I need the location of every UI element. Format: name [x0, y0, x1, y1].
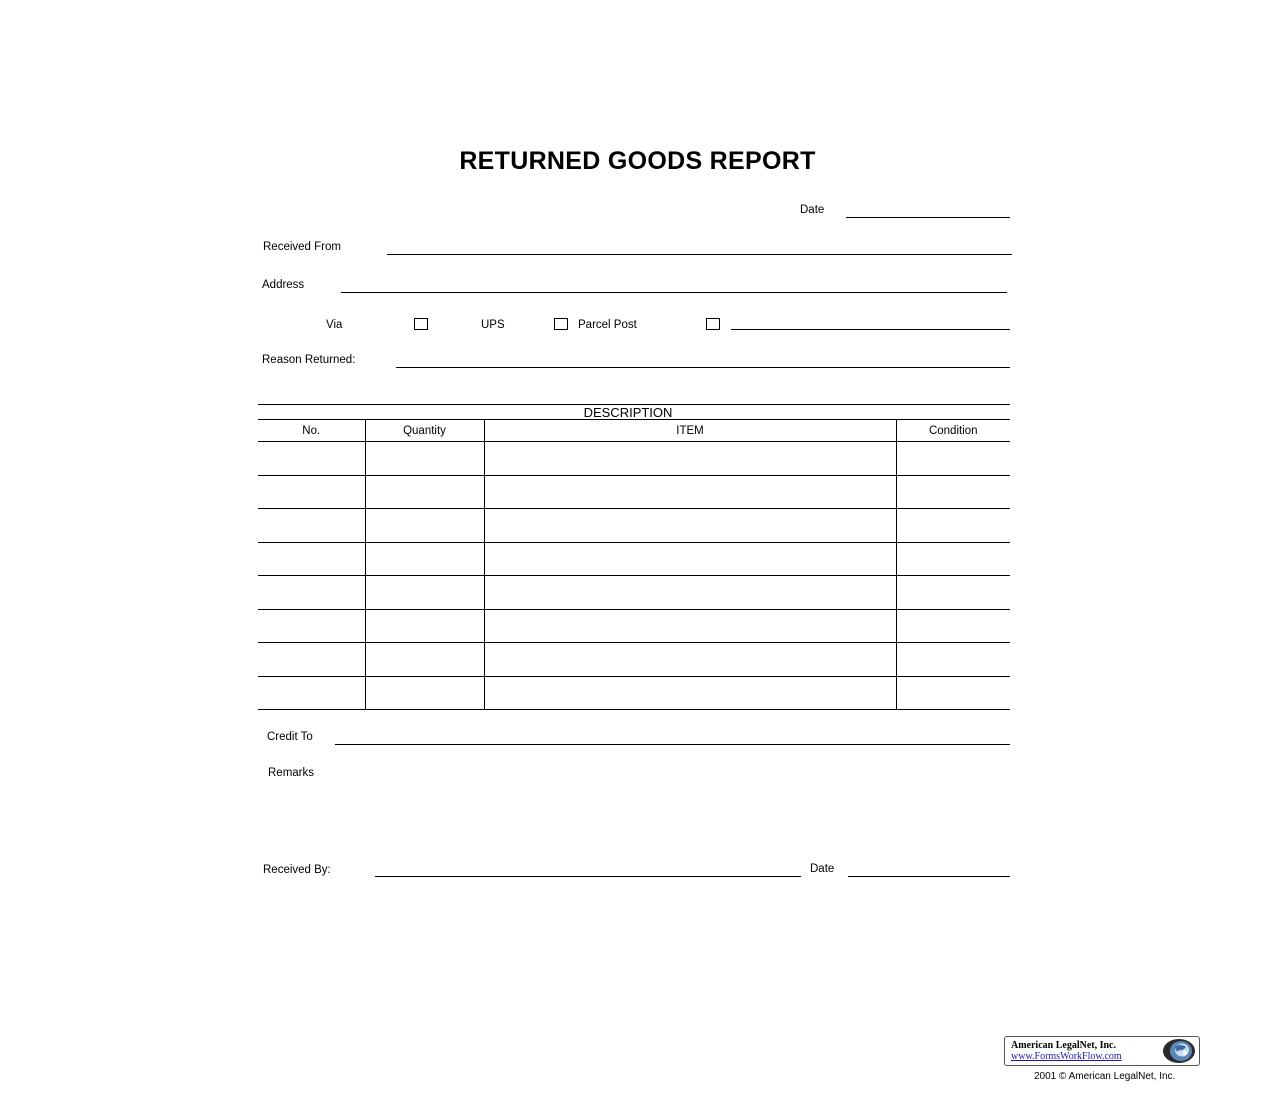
credit-to-field-line[interactable]	[335, 744, 1010, 745]
ups-checkbox[interactable]	[414, 318, 428, 330]
cell-item[interactable]	[484, 442, 896, 476]
cell-condition[interactable]	[896, 643, 1010, 677]
cell-no[interactable]	[258, 442, 365, 476]
cell-no[interactable]	[258, 509, 365, 543]
cell-condition[interactable]	[896, 676, 1010, 710]
parcel-post-label: Parcel Post	[578, 319, 637, 331]
table-row	[258, 442, 1010, 476]
page-title: RETURNED GOODS REPORT	[459, 147, 816, 175]
table-row	[258, 643, 1010, 677]
table-row	[258, 609, 1010, 643]
globe-icon	[1161, 1038, 1197, 1069]
cell-condition[interactable]	[896, 475, 1010, 509]
column-header-item: ITEM	[484, 420, 896, 442]
cell-item[interactable]	[484, 542, 896, 576]
cell-item[interactable]	[484, 676, 896, 710]
date-bottom-field-line[interactable]	[848, 876, 1010, 877]
ups-label: UPS	[481, 319, 505, 331]
cell-item[interactable]	[484, 609, 896, 643]
cell-item[interactable]	[484, 576, 896, 610]
table-row	[258, 542, 1010, 576]
cell-quantity[interactable]	[365, 609, 484, 643]
parcel-post-checkbox[interactable]	[554, 318, 568, 330]
cell-condition[interactable]	[896, 542, 1010, 576]
date-label: Date	[800, 204, 825, 216]
cell-quantity[interactable]	[365, 475, 484, 509]
other-carrier-checkbox[interactable]	[706, 318, 720, 330]
remarks-area[interactable]	[268, 786, 1010, 846]
table-row	[258, 676, 1010, 710]
cell-condition[interactable]	[896, 609, 1010, 643]
remarks-label: Remarks	[268, 767, 315, 779]
cell-no[interactable]	[258, 475, 365, 509]
via-label: Via	[326, 319, 343, 331]
reason-returned-label: Reason Returned:	[262, 354, 356, 366]
cell-condition[interactable]	[896, 576, 1010, 610]
cell-no[interactable]	[258, 609, 365, 643]
date-label-bottom: Date	[810, 863, 835, 875]
address-label: Address	[262, 279, 305, 291]
other-carrier-field-line[interactable]	[731, 329, 1010, 330]
cell-quantity[interactable]	[365, 542, 484, 576]
cell-item[interactable]	[484, 475, 896, 509]
column-header-no: No.	[258, 420, 365, 442]
cell-no[interactable]	[258, 542, 365, 576]
cell-quantity[interactable]	[365, 643, 484, 677]
received-by-label: Received By:	[263, 864, 331, 876]
table-row	[258, 475, 1010, 509]
received-by-field-line[interactable]	[375, 876, 801, 877]
cell-no[interactable]	[258, 643, 365, 677]
logo-company-name: American LegalNet, Inc.	[1011, 1040, 1116, 1051]
cell-quantity[interactable]	[365, 442, 484, 476]
description-header-row	[258, 420, 1010, 442]
address-field-line[interactable]	[341, 292, 1007, 293]
received-from-label: Received From	[263, 241, 341, 253]
cell-item[interactable]	[484, 509, 896, 543]
copyright-notice: 2001 © American LegalNet, Inc.	[1034, 1071, 1176, 1082]
received-from-field-line[interactable]	[387, 254, 1012, 255]
cell-no[interactable]	[258, 676, 365, 710]
description-heading: DESCRIPTION	[583, 405, 673, 420]
credit-to-label: Credit To	[267, 731, 313, 743]
cell-item[interactable]	[484, 643, 896, 677]
column-header-condition: Condition	[896, 420, 1010, 442]
reason-returned-field-line[interactable]	[396, 367, 1010, 368]
cell-quantity[interactable]	[365, 676, 484, 710]
cell-condition[interactable]	[896, 442, 1010, 476]
cell-condition[interactable]	[896, 509, 1010, 543]
cell-no[interactable]	[258, 576, 365, 610]
logo-website-link[interactable]: www.FormsWorkFlow.com	[1011, 1051, 1122, 1062]
date-field-line[interactable]	[846, 217, 1010, 218]
description-table	[258, 419, 1010, 710]
table-row	[258, 509, 1010, 543]
cell-quantity[interactable]	[365, 576, 484, 610]
american-legalnet-logo	[1004, 1036, 1200, 1066]
column-header-quantity: Quantity	[365, 420, 484, 442]
cell-quantity[interactable]	[365, 509, 484, 543]
table-row	[258, 576, 1010, 610]
